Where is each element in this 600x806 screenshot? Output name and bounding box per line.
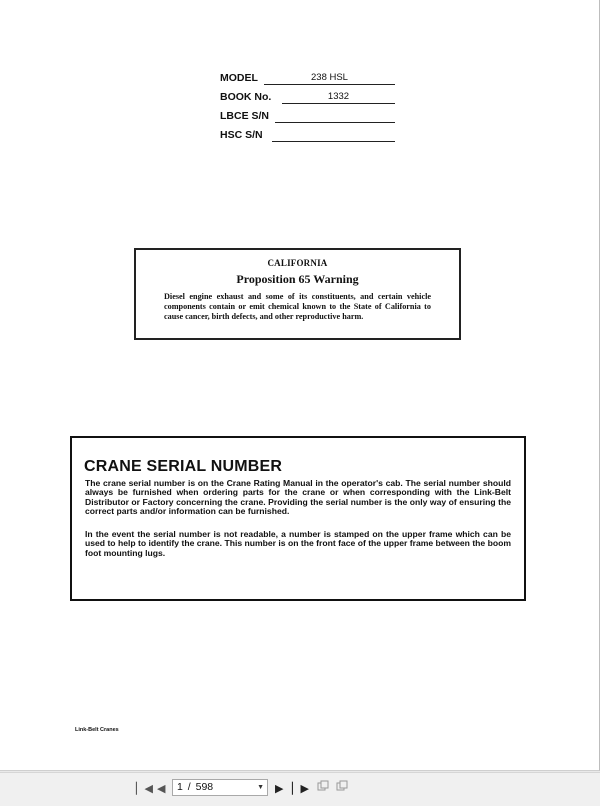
current-page: 1 xyxy=(177,781,183,793)
page-separator: / xyxy=(187,781,191,793)
crane-serial-paragraph-2: In the event the serial number is not readable, a number is stamped on the upper frame which can be used to help to identify the crane. This number is on the front face of the upper frame between the boom foot mounting lugs. xyxy=(85,529,511,558)
footer-brand: Link-Belt Cranes xyxy=(75,727,119,733)
model-row xyxy=(220,70,400,89)
dropdown-icon[interactable]: ▼ xyxy=(257,784,264,791)
lbce-label: LBCE S/N xyxy=(220,110,270,122)
lbce-value xyxy=(275,110,395,123)
book-row xyxy=(220,89,400,108)
window-icon[interactable] xyxy=(336,780,348,792)
first-page-icon[interactable]: ▏◀ xyxy=(136,783,153,795)
prev-page-icon[interactable]: ◀ xyxy=(157,783,166,795)
hsc-label: HSC S/N xyxy=(220,129,263,141)
last-page-icon[interactable]: ▏▶ xyxy=(292,783,309,795)
prop65-warning-box xyxy=(134,248,461,340)
hsc-row xyxy=(220,127,400,146)
book-label: BOOK No. xyxy=(220,91,272,103)
header-fields xyxy=(220,70,400,146)
crane-serial-title: CRANE SERIAL NUMBER xyxy=(84,458,283,475)
page-number-input[interactable] xyxy=(172,779,268,796)
crane-serial-box xyxy=(70,436,526,601)
total-pages: 598 xyxy=(195,781,214,793)
window-icon[interactable] xyxy=(317,780,329,792)
prop65-body: Diesel engine exhaust and some of its constituents, and certain vehicle components contain or emit chemical known to the State of California to cause cancer, birth defects, and other reproductive harm. xyxy=(164,292,431,322)
model-value: 238 HSL xyxy=(264,72,395,85)
book-value: 1332 xyxy=(282,91,395,104)
prop65-title: CALIFORNIA xyxy=(267,258,328,268)
lbce-row xyxy=(220,108,400,127)
crane-serial-paragraph-1: The crane serial number is on the Crane Rating Manual in the operator's cab. The serial number should always be furnished when ordering parts for the crane or when corresponding with the Link-Belt Distributor or Factory concerning the crane. Providing the serial number is the only way of ensuring the correct parts and/or information can be furnished. xyxy=(85,478,511,517)
hsc-value xyxy=(272,129,395,142)
viewer-toolbar xyxy=(0,772,600,806)
prop65-subtitle: Proposition 65 Warning xyxy=(236,272,359,286)
next-page-icon[interactable]: ▶ xyxy=(275,783,284,795)
model-label: MODEL xyxy=(220,72,258,84)
